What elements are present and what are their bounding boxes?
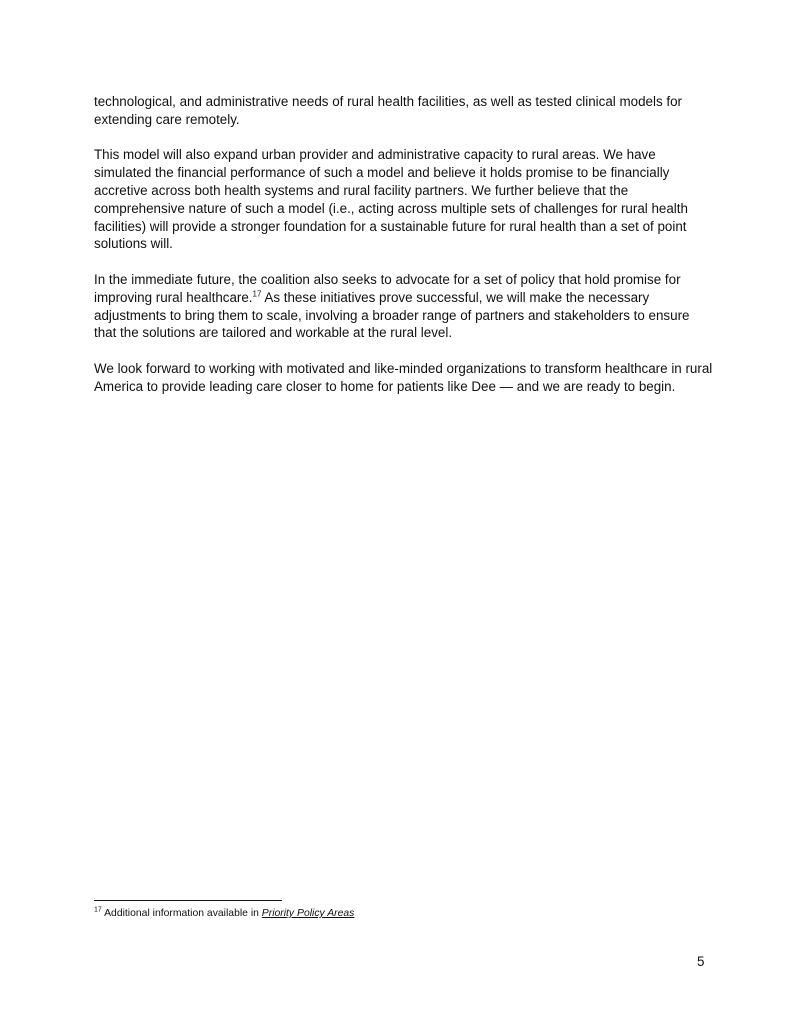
body-text bbox=[94, 93, 714, 413]
paragraph-4: We look forward to working with motivated and like-minded organizations to transform healthcare in rural America to provide leading care closer to home for patients like Dee — and we are ready to begin. bbox=[94, 360, 713, 394]
footnote-text: Additional information available in bbox=[101, 908, 262, 919]
paragraph-1: technological, and administrative needs of rural health facilities, as well as tested clinical models for extending care remotely. bbox=[94, 94, 682, 127]
page-number: 5 bbox=[697, 954, 705, 969]
paragraph-3-text-after: As these initiatives prove successful, we will make the necessary adjustments to bring them to scale, involving a broader range of partners and stakeholders to ensure that the solutions are tailored and workable at the rural level. bbox=[94, 289, 690, 341]
priority-policy-areas-link[interactable]: Priority Policy Areas bbox=[261, 908, 355, 919]
footnote bbox=[94, 907, 354, 921]
paragraph-2: This model will also expand urban provider and administrative capacity to rural areas. We have simulated the financial performance of such a model and believe it holds promise to be financially accretive across both health systems and rural facility partners. We further believe that the comprehensive nature of such a model (i.e., acting across multiple sets of challenges for rural health facilities) will provide a stronger foundation for a sustainable future for rural health than a set of point solutions will. bbox=[94, 147, 688, 252]
paragraph-3 bbox=[94, 271, 714, 342]
footnote-number: 17 bbox=[94, 906, 102, 914]
footnote-reference[interactable]: 17 bbox=[252, 289, 262, 299]
paragraph-3-text-before: In the immediate future, the coalition also seeks to advocate for a set of policy that hold promise for improving rural healthcare. bbox=[94, 271, 681, 305]
footnote-separator bbox=[94, 900, 282, 901]
